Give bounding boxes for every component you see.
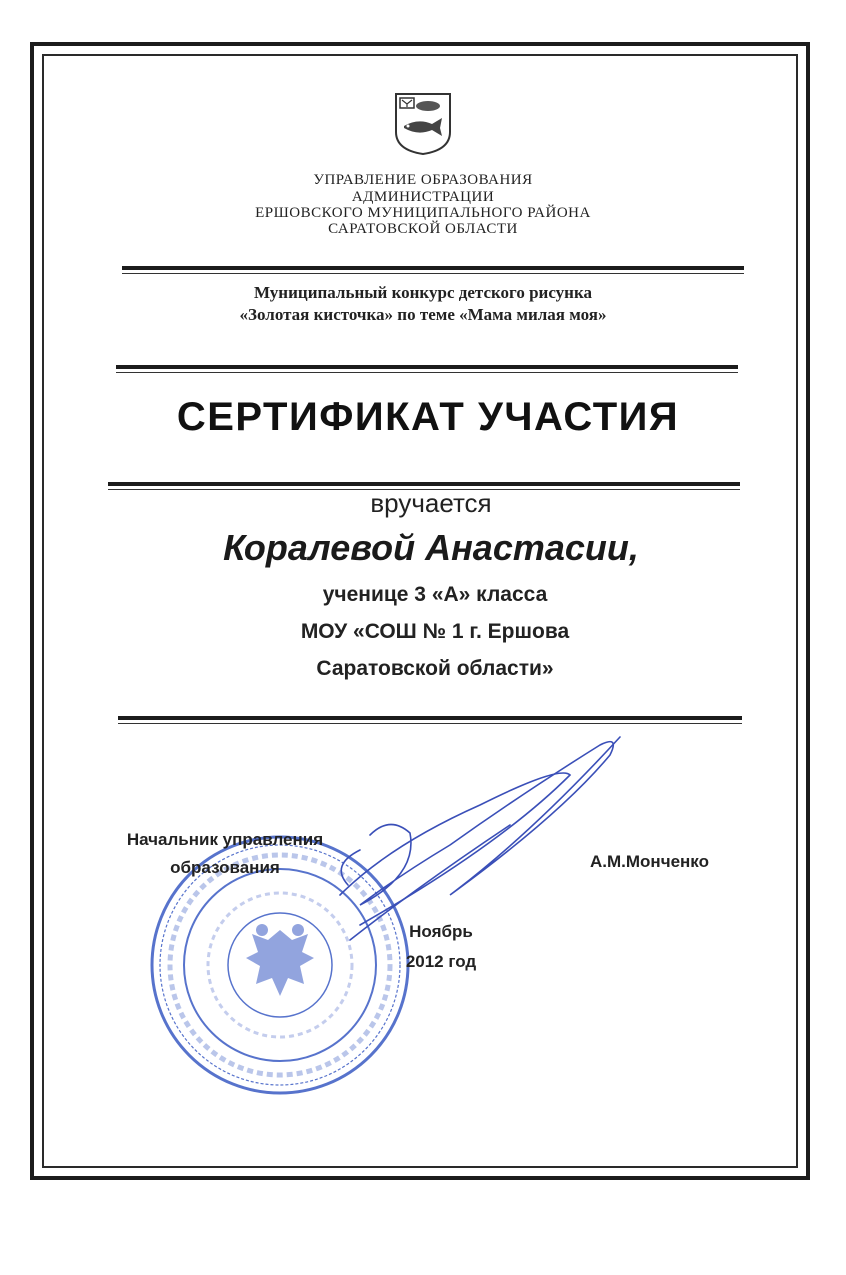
org-line-4: САРАТОВСКОЙ ОБЛАСТИ: [328, 221, 518, 237]
divider-2-thin: [116, 372, 738, 373]
org-line-1: УПРАВЛЕНИЕ ОБРАЗОВАНИЯ: [313, 172, 533, 188]
date-year: 2012 год: [405, 952, 477, 971]
contest-line-2: «Золотая кисточка» по теме «Мама милая моя»: [239, 305, 607, 324]
school-line-1: МОУ «СОШ № 1 г. Ершова: [300, 620, 570, 643]
certificate-title: СЕРТИФИКАТ УЧАСТИЯ: [176, 395, 680, 439]
signatory-name: А.М.Монченко: [590, 852, 709, 871]
position-line-1: Начальник управления: [126, 830, 324, 849]
issue-date: [396, 917, 486, 977]
awarded-label: вручается: [370, 488, 492, 518]
divider-4: [118, 716, 742, 720]
org-line-2: АДМИНИСТРАЦИИ: [351, 189, 495, 205]
position-line-2: образования: [170, 858, 280, 877]
divider-1: [122, 266, 744, 270]
divider-1-thin: [122, 273, 744, 274]
date-month: Ноябрь: [409, 922, 473, 941]
recipient-name: Коралевой Анастасии,: [223, 527, 639, 568]
divider-2: [116, 365, 738, 369]
divider-3: [108, 482, 740, 486]
signatory-position: [100, 826, 350, 882]
school-line-2: Саратовской области»: [316, 657, 554, 680]
class-line: ученице 3 «А» класса: [322, 583, 548, 606]
coat-of-arms-icon: [392, 90, 454, 156]
divider-4-thin: [118, 723, 742, 724]
org-line-3: ЕРШОВСКОГО МУНИЦИПАЛЬНОГО РАЙОНА: [255, 205, 591, 221]
contest-line-1: Муниципальный конкурс детского рисунка: [253, 283, 593, 302]
